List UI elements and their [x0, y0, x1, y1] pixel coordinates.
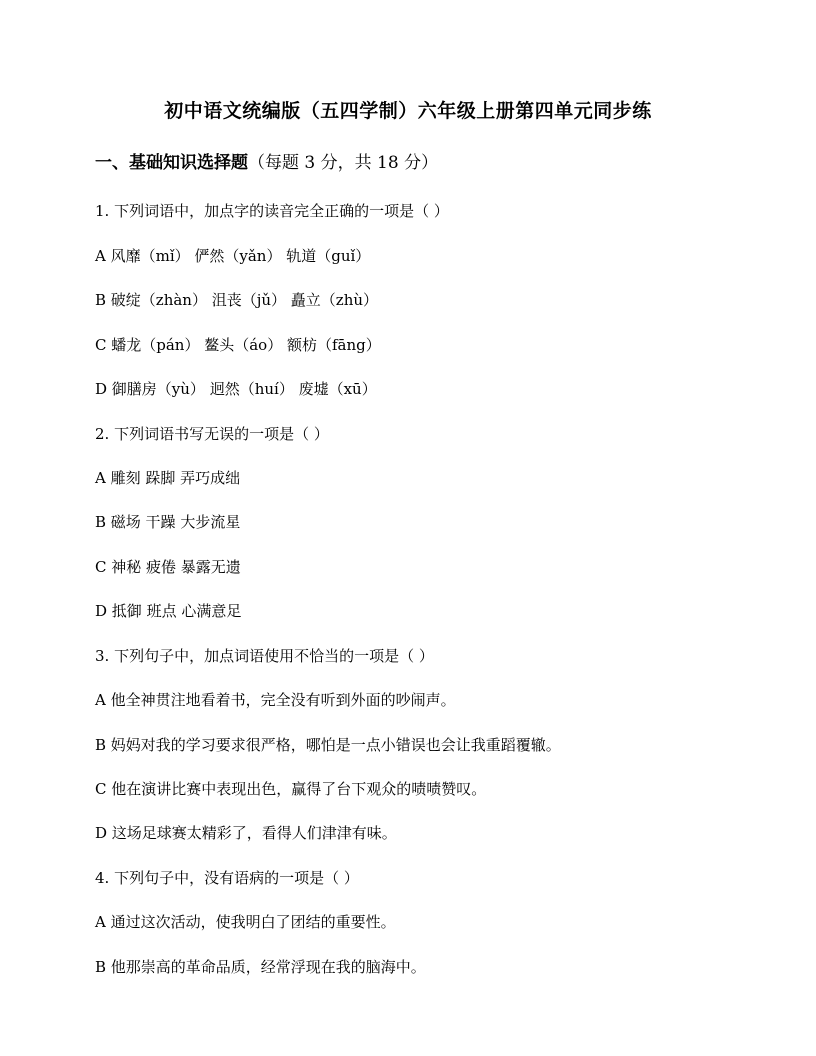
q1-option-c: C 蟠龙（pán） 鳌头（áo） 额枋（fāng）: [95, 336, 381, 354]
section-heading-text: 一、基础知识选择题: [95, 153, 248, 173]
q4-option-b: B 他那崇高的革命品质，经常浮现在我的脑海中。: [95, 958, 426, 976]
q3-option-b: B 妈妈对我的学习要求很严格，哪怕是一点小错误也会让我重蹈覆辙。: [95, 736, 561, 754]
question-4: 4. 下列句子中，没有语病的一项是（ ）: [95, 869, 359, 887]
section-heading: [95, 148, 438, 173]
q2-option-c: C 神秘 疲倦 暴露无遗: [95, 558, 241, 576]
question-3: 3. 下列句子中，加点词语使用不恰当的一项是（ ）: [95, 647, 434, 665]
q3-option-d: D 这场足球赛太精彩了，看得人们津津有味。: [95, 824, 397, 842]
q4-option-a: A 通过这次活动，使我明白了团结的重要性。: [95, 913, 396, 931]
q1-option-b: B 破绽（zhàn） 沮丧（jǔ） 矗立（zhù）: [95, 291, 379, 309]
section-score-note: （每题 3 分，共 18 分）: [248, 153, 439, 173]
q1-option-a: A 风靡（mǐ） 俨然（yǎn） 轨道（guǐ）: [95, 247, 371, 265]
q2-option-a: A 雕刻 跺脚 弄巧成绌: [95, 469, 241, 487]
document-title: 初中语文统编版（五四学制）六年级上册第四单元同步练: [164, 100, 652, 122]
question-1: 1. 下列词语中，加点字的读音完全正确的一项是（ ）: [95, 202, 449, 220]
q2-option-d: D 抵御 班点 心满意足: [95, 602, 242, 620]
q1-option-d: D 御膳房（yù） 迥然（huí） 废墟（xū）: [95, 380, 377, 398]
question-2: 2. 下列词语书写无误的一项是（ ）: [95, 425, 329, 443]
q2-option-b: B 磁场 干躁 大步流星: [95, 513, 241, 531]
q3-option-c: C 他在演讲比赛中表现出色，赢得了台下观众的啧啧赞叹。: [95, 780, 487, 798]
q3-option-a: A 他全神贯注地看着书，完全没有听到外面的吵闹声。: [95, 691, 456, 709]
